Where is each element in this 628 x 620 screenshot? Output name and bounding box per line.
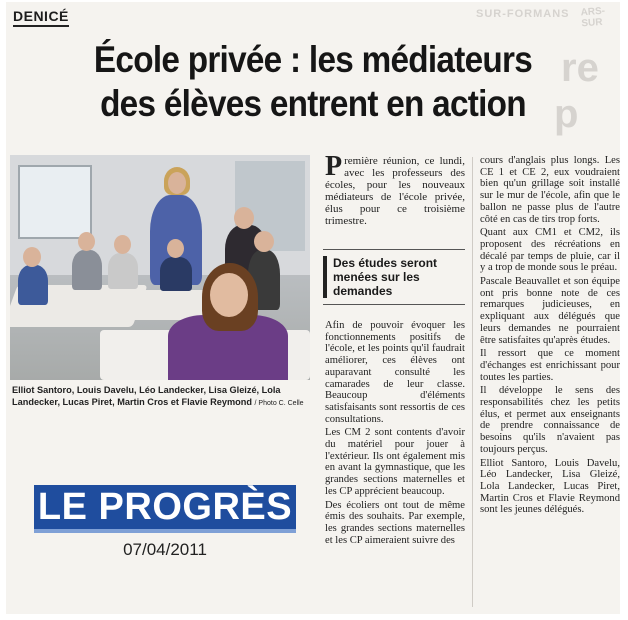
bleed-through-text: p	[554, 92, 579, 136]
intro-text: remière réunion, ce lundi, avec les professeurs des écoles, pour les nouveaux médiateurs de l'école privée, élus pour ce troisième trimestre.	[325, 155, 465, 227]
caption-names: Elliot Santoro, Louis Davelu, Léo Landecker, Lisa Gleizé, Lola Landecker, Lucas Piret, Martin Cros et Flavie Reymond	[12, 385, 281, 407]
photo-child	[160, 257, 192, 291]
photo-credit: / Photo C. Celle	[254, 400, 304, 407]
photo-face	[167, 239, 184, 258]
paragraph: Pascale Beauvallet et son équipe ont pris bonne note de ces remarques judicieuses, en expliquant aux délégués que leurs demandes ne pourraient être satisfaites qu'après études.	[480, 276, 620, 346]
bleed-through-text: ARS-SUR	[580, 5, 606, 30]
paragraph: Des écoliers ont tout de même émis des souhaits. Par exemple, les grandes sections maternelles et les CP aimeraient suivre des	[325, 499, 465, 546]
photo-face	[23, 247, 41, 267]
logo-text: LE PROGRÈS	[37, 486, 293, 528]
classroom-photo	[10, 155, 310, 380]
photo-window	[18, 165, 92, 239]
paragraph: Les CM 2 sont contents d'avoir du matériel pour jouer à l'extérieur. Ils ont également mis en avant la gymnastique, que les grandes sections maternelles et les CP apprécient beaucoup.	[325, 427, 465, 497]
photo-face	[254, 231, 274, 252]
paragraph: Elliot Santoro, Louis Davelu, Léo Landecker, Lisa Gleizé, Lola Landecker, Lucas Piret, Martin Cros et Flavie Reymond sont les jeunes délégués.	[480, 457, 620, 516]
photo-face	[78, 232, 95, 251]
paragraph: Il développe le sens des responsabilités chez les petits élus, et permet aux enseignants de prendre connaissance de besoins qu'ils n'avaient pas toujours perçus.	[480, 385, 620, 455]
photo-face	[114, 235, 131, 254]
newspaper-logo	[34, 485, 296, 529]
headline-line-1: École privée : les médiateurs	[93, 39, 533, 80]
photo-child	[108, 253, 138, 289]
article-headline	[37, 38, 590, 126]
section-rubric: DENICÉ	[13, 8, 69, 27]
drop-cap: P	[325, 151, 343, 182]
publication-date: 07/04/2011	[123, 540, 207, 559]
photo-face	[168, 172, 186, 194]
photo-face	[234, 207, 254, 229]
bleed-through-text: SUR-FORMANS	[476, 8, 570, 20]
bleed-through-text: re	[561, 46, 599, 90]
photo-caption	[12, 384, 308, 410]
article-intro	[325, 151, 465, 229]
headline-line-2: des élèves entrent en action	[100, 83, 526, 124]
article-subhead	[323, 249, 465, 305]
photo-face	[210, 273, 248, 317]
paragraph: Quant aux CM1 et CM2, ils proposent des récréations en décalé par temps de pluie, car il y a trop de monde sous le préau.	[480, 227, 620, 274]
subhead-bar	[323, 256, 327, 298]
logo-underline	[34, 529, 296, 533]
paragraph: Il ressort que ce moment d'échanges est enrichissant pour toutes les parties.	[480, 348, 620, 383]
column-divider	[472, 157, 473, 607]
newspaper-clipping	[6, 2, 620, 614]
paragraph: Afin de pouvoir évoquer les fonctionnements positifs de l'école, et les points qu'il faudrait améliorer, ces élèves ont auparavant consulté les camarades de leur classe. Beaucoup d'éléments satisfaisants sont ressortis de ces consultations.	[325, 320, 465, 425]
subhead-text: Des études seront menées sur les demandes	[333, 256, 438, 298]
photo-child	[72, 250, 102, 290]
article-column-3	[480, 155, 620, 518]
article-column-2	[325, 320, 465, 548]
paragraph: cours d'anglais plus longs. Les CE 1 et CE 2, eux voudraient bien qu'un grillage soit installé sur le mur de l'école, afin que le ballon ne passe plus de l'autre côté en cas de tirs trop forts.	[480, 155, 620, 225]
photo-child	[18, 265, 48, 305]
